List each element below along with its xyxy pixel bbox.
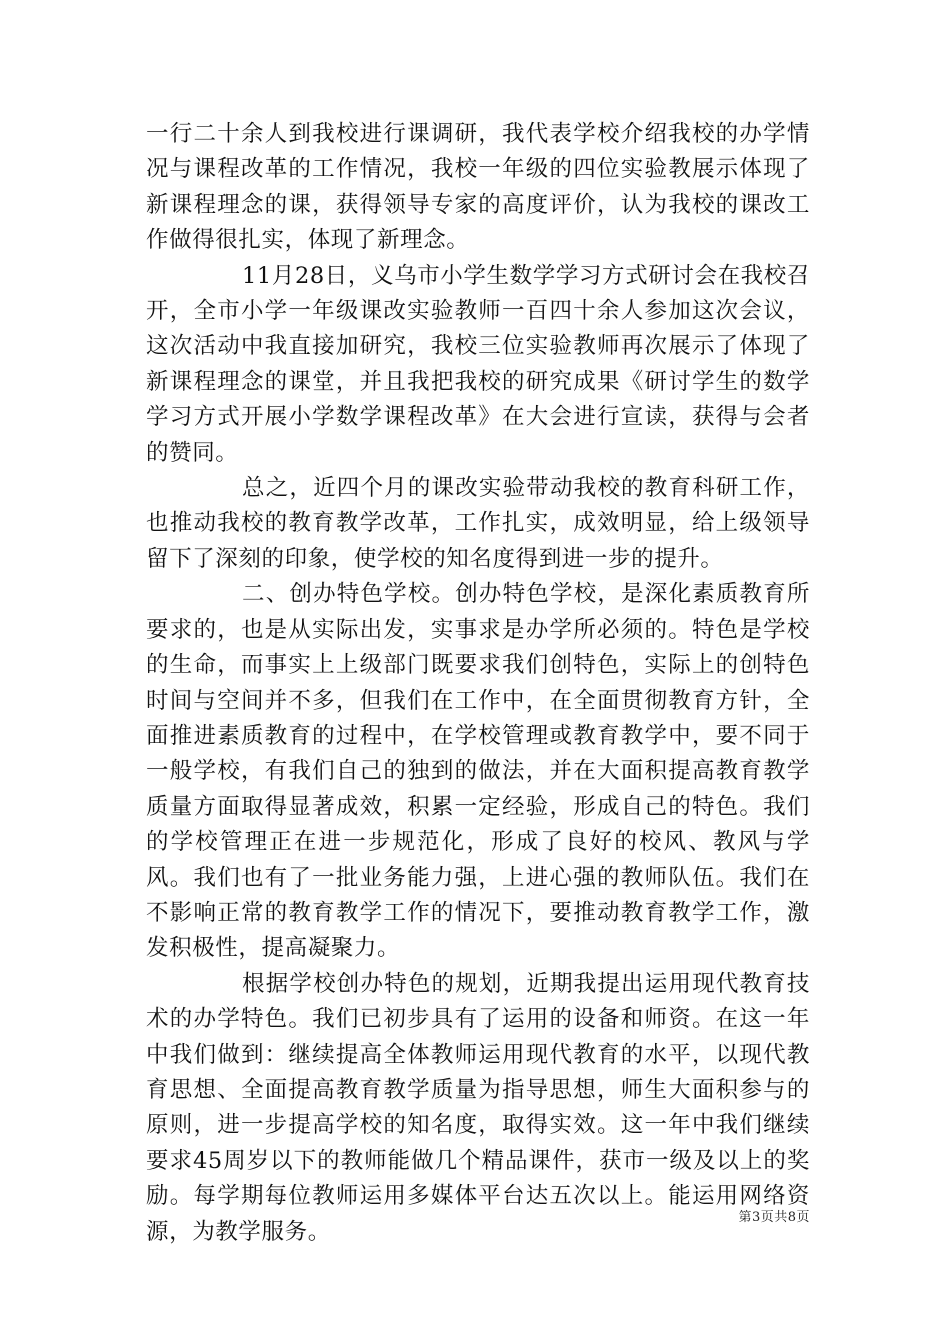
paragraph-1: 一行二十余人到我校进行课调研，我代表学校介绍我校的办学情况与课程改革的工作情况，我校一年级的四位实验教展示体现了新课程理念的课，获得领导专家的高度评价，认为我校的课改工作做得很扎实，体现了新理念。 xyxy=(146,121,810,254)
document-body xyxy=(146,117,810,1250)
paragraph-5: 根据学校创办特色的规划，近期我提出运用现代教育技术的办学特色。我们已初步具有了运用的设备和师资。在这一年中我们做到：继续提高全体教师运用现代教育的水平，以现代教育思想、全面提高教育教学质量为指导思想，师生大面积参与的原则，进一步提高学校的知名度，取得实效。这一年中我们继续要求45周岁以下的教师能做几个精品课件，获市一级及以上的奖励。每学期每位教师运用多媒体平台达五次以上。能运用网络资源，为教学服务。 xyxy=(146,970,810,1245)
paragraph-2: 11月28日，义乌市小学生数学学习方式研讨会在我校召开，全市小学一年级课改实验教师一百四十余人参加这次会议，这次活动中我直接加研究，我校三位实验教师再次展示了体现了新课程理念的课堂，并且我把我校的研究成果《研讨学生的数学学习方式开展小学数学课程改革》在大会进行宣读，获得与会者的赞同。 xyxy=(146,262,810,466)
paragraph-4: 二、创办特色学校。创办特色学校，是深化素质教育所要求的，也是从实际出发，实事求是办学所必须的。特色是学校的生命，而事实上上级部门既要求我们创特色，实际上的创特色时间与空间并不多，但我们在工作中，在全面贯彻教育方针，全面推进素质教育的过程中，在学校管理或教育教学中，要不同于一般学校，有我们自己的独到的做法，并在大面积提高教育教学质量方面取得显著成效，积累一定经验，形成自己的特色。我们的学校管理正在进一步规范化，形成了良好的校风、教风与学风。我们也有了一批业务能力强，上进心强的教师队伍。我们在不影响正常的教育教学工作的情况下，要推动教育教学工作，激发积极性，提高凝聚力。 xyxy=(146,581,810,962)
page-number-footer: 第3页共8页 xyxy=(738,1210,810,1225)
paragraph-3: 总之，近四个月的课改实验带动我校的教育科研工作，也推动我校的教育教学改革，工作扎实，成效明显，给上级领导留下了深刻的印象，使学校的知名度得到进一步的提升。 xyxy=(146,475,810,572)
